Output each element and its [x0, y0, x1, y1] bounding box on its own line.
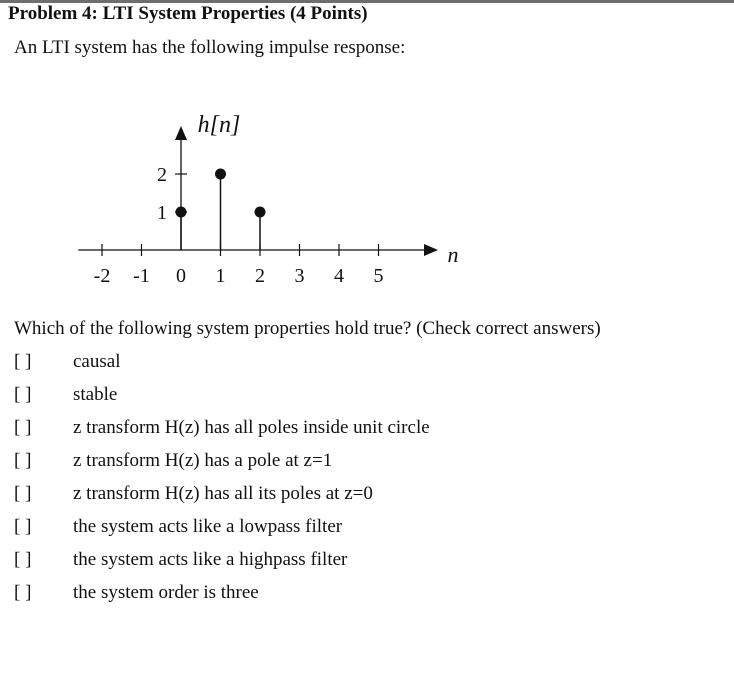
impulse-response-plot — [0, 0, 734, 300]
x-tick-label: 2 — [255, 265, 265, 287]
option-label: causal — [73, 351, 121, 372]
stem-point — [176, 207, 187, 218]
x-tick-label: -2 — [93, 265, 111, 287]
option-label: the system order is three — [73, 582, 259, 603]
x-tick-label: 4 — [334, 265, 344, 287]
problem-title: Problem 4: LTI System Properties (4 Points) — [8, 3, 368, 24]
y-tick-label: 1 — [157, 202, 167, 224]
option-label: stable — [73, 384, 118, 405]
checkbox-order-three[interactable]: [ ] — [14, 582, 32, 603]
stem-point — [255, 207, 266, 218]
checkbox-pole-at-one[interactable]: [ ] — [14, 450, 32, 471]
option-label: the system acts like a lowpass filter — [73, 516, 343, 537]
checkbox-highpass[interactable]: [ ] — [14, 549, 32, 570]
checkbox-stable[interactable]: [ ] — [14, 384, 32, 405]
question-text: Which of the following system properties hold true? (Check correct answers) — [14, 318, 601, 339]
option-label: the system acts like a highpass filter — [73, 549, 348, 570]
stem-point — [215, 169, 226, 180]
x-tick-label: 5 — [373, 265, 384, 287]
problem-intro: An LTI system has the following impulse response: — [14, 37, 406, 58]
y-axis-arrowhead — [175, 126, 187, 140]
option-label: z transform H(z) has all poles inside unit circle — [73, 417, 430, 438]
checkbox-lowpass[interactable]: [ ] — [14, 516, 32, 537]
checkbox-poles-inside-unit-circle[interactable]: [ ] — [14, 417, 32, 438]
x-tick-label: 1 — [215, 265, 226, 287]
x-axis-arrowhead — [424, 244, 438, 256]
x-tick-label: 0 — [176, 265, 186, 287]
option-label: z transform H(z) has all its poles at z=0 — [73, 483, 373, 504]
x-tick-label: -1 — [133, 265, 150, 287]
option-label: z transform H(z) has a pole at z=1 — [73, 450, 333, 471]
x-axis-label: n — [447, 242, 459, 267]
checkbox-poles-at-zero[interactable]: [ ] — [14, 483, 32, 504]
plot-title: h[n] — [197, 112, 241, 138]
y-tick-label: 2 — [157, 164, 167, 186]
x-tick-label: 3 — [294, 265, 305, 287]
checkbox-causal[interactable]: [ ] — [14, 351, 32, 372]
